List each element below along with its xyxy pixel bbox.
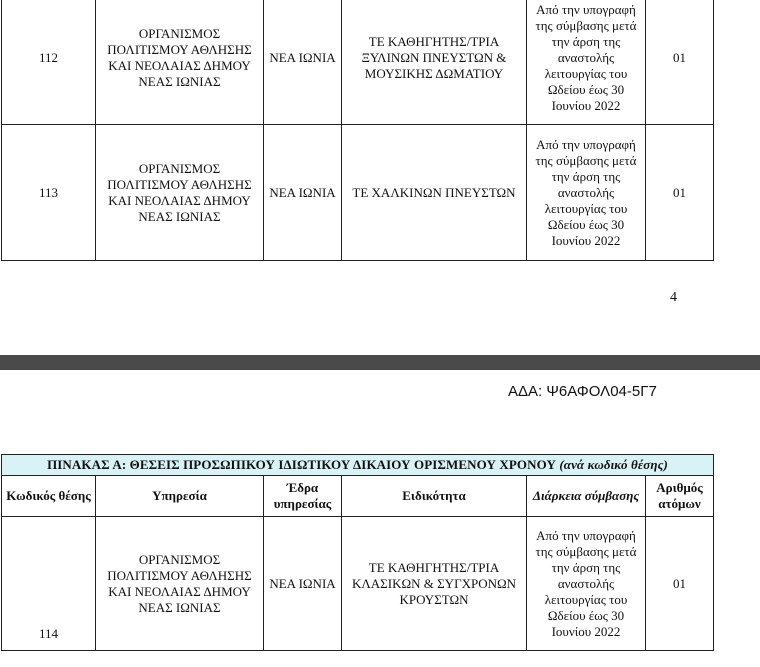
header-persons: Αριθμός ατόμων — [646, 476, 714, 517]
header-seat: Έδρα υπηρεσίας — [264, 476, 342, 517]
ada-code: ΑΔΑ: Ψ6ΑΦΟΛ04-5Γ7 — [508, 383, 657, 400]
table-title-row — [2, 455, 714, 476]
table-title-main: ΠΙΝΑΚΑΣ Α: ΘΕΣΕΙΣ ΠΡΟΣΩΠΙΚΟΥ ΙΔΙΩΤΙΚΟΥ ΔΙΚΑΙΟΥ ΟΡΙΣΜΕΝΟΥ ΧΡΟΝΟΥ — [47, 457, 556, 472]
seat-cell: ΝΕΑ ΙΩΝΙΑ — [264, 0, 342, 125]
header-specialty: Ειδικότητα — [342, 476, 527, 517]
persons-cell: 01 — [646, 0, 714, 125]
table-title-suffix: (ανά κωδικό θέσης) — [559, 457, 668, 472]
table-row — [2, 517, 714, 651]
position-code-cell: 114 — [2, 517, 96, 651]
persons-cell: 01 — [646, 517, 714, 651]
table-row — [2, 125, 714, 261]
duration-cell: Από την υπογραφή της σύμβασης μετά την άρση της αναστολής λειτουργίας του Ωδείου έως 30 Ιουνίου 2022 — [527, 125, 646, 261]
specialty-cell: ΤΕ ΚΑΘΗΓΗΤΗΣ/ΤΡΙΑ ΚΛΑΣΙΚΩΝ & ΣΥΓΧΡΟΝΩΝ ΚΡΟΥΣΤΩΝ — [342, 517, 527, 651]
table-row — [2, 0, 714, 125]
page-number: 4 — [670, 290, 677, 305]
service-cell: ΟΡΓΑΝΙΣΜΟΣ ΠΟΛΙΤΙΣΜΟΥ ΑΘΛΗΣΗΣ ΚΑΙ ΝΕΟΛΑΙΑΣ ΔΗΜΟΥ ΝΕΑΣ ΙΩΝΙΑΣ — [96, 125, 264, 261]
table-title — [2, 455, 714, 476]
table-header-row — [2, 476, 714, 517]
duration-cell: Από την υπογραφή της σύμβασης μετά την άρση της αναστολής λειτουργίας του Ωδείου έως 30 Ιουνίου 2022 — [527, 517, 646, 651]
persons-cell: 01 — [646, 125, 714, 261]
positions-table-continued — [1, 0, 714, 261]
page-separator — [0, 355, 760, 370]
position-code-cell: 112 — [2, 0, 96, 125]
header-service: Υπηρεσία — [96, 476, 264, 517]
position-code-cell: 113 — [2, 125, 96, 261]
specialty-cell: ΤΕ ΚΑΘΗΓΗΤΗΣ/ΤΡΙΑ ΞΥΛΙΝΩΝ ΠΝΕΥΣΤΩΝ & ΜΟΥΣΙΚΗΣ ΔΩΜΑΤΙΟΥ — [342, 0, 527, 125]
header-duration: Διάρκεια σύμβασης — [527, 476, 646, 517]
seat-cell: ΝΕΑ ΙΩΝΙΑ — [264, 517, 342, 651]
document-page-bottom — [0, 370, 760, 667]
header-code: Κωδικός θέσης — [2, 476, 96, 517]
service-cell: ΟΡΓΑΝΙΣΜΟΣ ΠΟΛΙΤΙΣΜΟΥ ΑΘΛΗΣΗΣ ΚΑΙ ΝΕΟΛΑΙΑΣ ΔΗΜΟΥ ΝΕΑΣ ΙΩΝΙΑΣ — [96, 0, 264, 125]
service-cell: ΟΡΓΑΝΙΣΜΟΣ ΠΟΛΙΤΙΣΜΟΥ ΑΘΛΗΣΗΣ ΚΑΙ ΝΕΟΛΑΙΑΣ ΔΗΜΟΥ ΝΕΑΣ ΙΩΝΙΑΣ — [96, 517, 264, 651]
specialty-cell: ΤΕ ΧΑΛΚΙΝΩΝ ΠΝΕΥΣΤΩΝ — [342, 125, 527, 261]
seat-cell: ΝΕΑ ΙΩΝΙΑ — [264, 125, 342, 261]
duration-cell: Από την υπογραφή της σύμβασης μετά την άρση της αναστολής λειτουργίας του Ωδείου έως 30 Ιουνίου 2022 — [527, 0, 646, 125]
positions-table — [1, 454, 714, 651]
